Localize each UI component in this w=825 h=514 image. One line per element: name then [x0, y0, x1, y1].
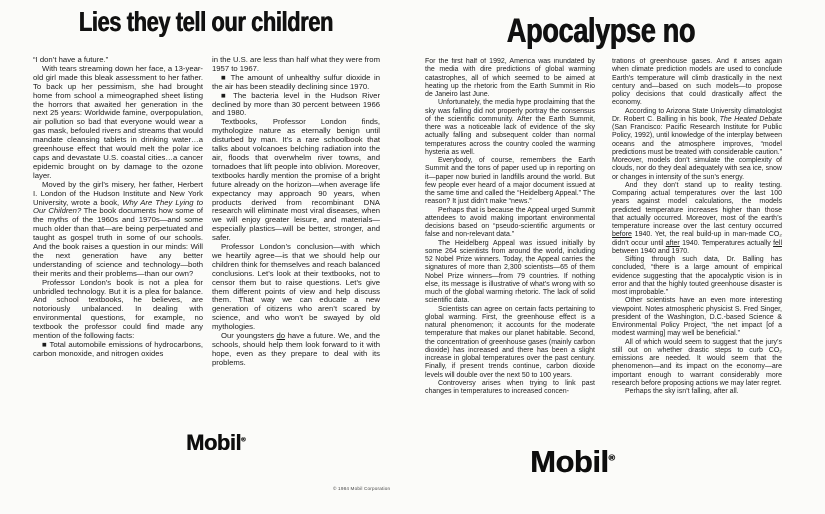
paragraph: Professor London’s conclusion—with which we heartily agree—is that we should help our children think for themselves and reach balanced conclusions. Let’s look at their textbooks, not to censor them but to raise questions. Let’s give them different points of view and help discuss them. That way we can educate a new generation of citizens who aren’t scared by science, and who won’t be swayed by old mythologies.	[212, 242, 380, 332]
paragraph: “I don’t have a future.”	[33, 56, 109, 64]
right-page-column-2	[612, 58, 782, 442]
paragraph: Other scientists have an even more interesting viewpoint. Notes atmospheric physicist S. Fred Singer, president of the Washington, D.C.-based Science & Environmental Policy Project, “the net impact [of a modest warming] may well be beneficial.”	[612, 297, 782, 338]
left-page-column-2	[212, 56, 380, 410]
paragraph: ■ The amount of unhealthy sulfur dioxide in the air has been steadily declining since 1970.	[212, 72, 380, 91]
paragraph: ■ Total automobile emissions of hydrocarbons, carbon monoxide, and nitrogen oxides	[33, 340, 203, 358]
copyright-notice: © 1984 Mobil Corporation	[333, 486, 391, 491]
right-page-column-1	[425, 58, 595, 442]
paragraph: ■ The bacteria level in the Hudson River declined by more than 30 percent between 1966 and 1980.	[212, 90, 380, 118]
mobil-logo-right	[530, 444, 614, 480]
paragraph: Perhaps that is because the Appeal urged Summit attendees to avoid making important environmental decisions based on “pseudo-scientific arguments or false and non-relevant data.”	[425, 206, 595, 239]
mobil-logo-left	[186, 430, 245, 456]
paragraph: Our youngsters do have a future. We, and the schools, should help them look forward to it with hope, even as they prepare to deal with its problems.	[212, 331, 380, 367]
paragraph: And they don’t stand up to reality testing. Comparing actual temperatures over the last 100 years against model calculations, the models predicted temperature increases higher than those that actually occurred. Moreover, most of the earth’s temperature increase over the last century occurred before 1940. Yet, the real build-up in man-made CO₂ didn’t occur until after 1940. Temperatures actually fell between 1940 and 1970.	[612, 181, 782, 255]
paragraph: The Heidelberg Appeal was issued initially by some 264 scientists from around the world, including 52 Nobel Prize winners. Today, the Appeal carries the signatures of more than 2,300 scientists—65 of them Nobel Prize winners—from 79 countries. If nothing else, its message is illustrative of what’s wrong with so much of the global warming rhetoric. The lack of solid scientific data.	[425, 239, 595, 305]
paragraph: Everybody, of course, remembers the Earth Summit and the tons of paper used up in reporting on it—paper now buried in landfills around the world. But few people ever heard of a major document issued at the same time and called the “Heidelberg Appeal.” The reason? It just didn’t make “news.”	[425, 157, 595, 206]
page-title-left: Lies they tell our children	[78, 6, 334, 37]
mobil-wordmark: Mobil	[186, 430, 241, 455]
paragraph: trations of greenhouse gases. And it arises again when climate prediction models are used to conclude Earth’s temperature will climb drastically in the next century and—based on such models—to propose policy decisions that could drastically affect the economy.	[612, 58, 782, 107]
left-page-column-1	[33, 56, 203, 410]
page-title-right: Apocalypse no	[506, 12, 696, 50]
paragraph: Controversy arises when trying to link past changes in temperatures to increased concen-	[425, 379, 595, 395]
paragraph: Sifting through such data, Dr. Balling has concluded, “there is a large amount of empirical evidence suggesting that the apocalyptic vision is in error and that the highly touted greenhouse disaster is most improbable.”	[612, 256, 782, 296]
paragraph: Unfortunately, the media hype proclaiming that the sky was falling did not properly portray the consensus of the scientific community. After the Earth Summit, there was a noticeable lack of evidence of the sky actually falling and subsequent colder than normal temperatures across the country cooled the warming hysteria as well.	[425, 99, 595, 156]
registered-mark: ®	[608, 452, 615, 463]
paragraph: Professor London’s book is not a plea for unbridled technology. But it is a plea for balance. And school textbooks, he believes, are notoriously unbalanced. In dealing with environmental questions, for example, no textbook the professor could find made any mention of the following facts:	[33, 277, 203, 341]
paragraph: According to Arizona State University climatologist Dr. Robert C. Balling in his book, The Heated Debate (San Francisco: Pacific Research Institute for Public Policy, 1992), until knowledge of the interplay between oceans and the atmosphere improves, “model predictions must be treated with considerable caution.” Moreover, models don’t simulate the complexity of clouds, nor do they deal adequately with sea ice, snow or changes in intensity of the sun’s energy.	[612, 107, 782, 181]
paragraph: For the first half of 1992, America was inundated by the media with dire predictions of global warming catastrophes, all of which seemed to be aimed at heating up the rhetoric from the Earth Summit in Rio de Janeiro last June.	[425, 58, 595, 98]
mobil-wordmark: Mobil	[530, 444, 609, 479]
registered-mark: ®	[240, 436, 245, 444]
paragraph: Perhaps the sky isn’t falling, after all.	[625, 388, 739, 395]
paragraph: With tears streaming down her face, a 13-year-old girl made this bleak assessment to her father. To back up her pessimism, she had brought home from school a mimeographed sheet listing the horrors that awaited her generation in the next 25 years: Worldwide famine, overpopulation, air pollution so bad that everyone would wear a gas mask, befouled rivers and streams that would mandate cleansing tablets in drinking water…a greenhouse effect that would melt the polar ice caps and devastate U.S. coastal cities…a cancer epidemic brought on by damage to the ozone layer.	[33, 63, 203, 180]
paragraph: in the U.S. are less than half what they were from 1957 to 1967.	[212, 56, 380, 73]
paragraph: Textbooks, Professor London finds, mythologize nature as eternally benign until disturbed by man. It’s a rare schoolbook that talks about volcanoes belching radiation into the air, floods that overwhelm river towns, and tornadoes that lift people into oblivion. Moreover, textbooks hardly mention the promise of a bright future already on the horizon—when average life expectancy may approach 90 years, when products derived from recombinant DNA research will eliminate most viral diseases, when we will enjoy greater leisure, and materials—especially plastics—will be better, stronger, and safer.	[212, 117, 380, 243]
paragraph: Scientists can agree on certain facts pertaining to global warming. First, the greenhouse effect is a natural phenomenon; it accounts for the moderate temperature that makes our planet habitable. Second, the concentration of greenhouse gases (mainly carbon dioxide) has increased and there has been a slight increase in global temperatures over the past century. Finally, if present trends continue, carbon dioxide levels will double over the next 50 to 100 years.	[425, 305, 595, 379]
paragraph: Moved by the girl’s misery, her father, Herbert I. London of the Hudson Institute and New York University, wrote a book, Why Are They Lying to Our Children? The book documents how some of the myths of the 1960s and 1970s—and some much older than that—are being perpetuated and taught as gospel truth in some of our schools. And the book raises a question in our minds: Will the next generation have any better understanding of science and technology—both their merits and their problems—than our own?	[33, 179, 203, 278]
paragraph: All of which would seem to suggest that the jury’s still out on whether drastic steps to curb CO₂ emissions are needed. It would seem that the phenomenon—and its impact on the economy—are important enough to warrant considerably more research before proposing actions we may later regret.	[612, 338, 782, 387]
